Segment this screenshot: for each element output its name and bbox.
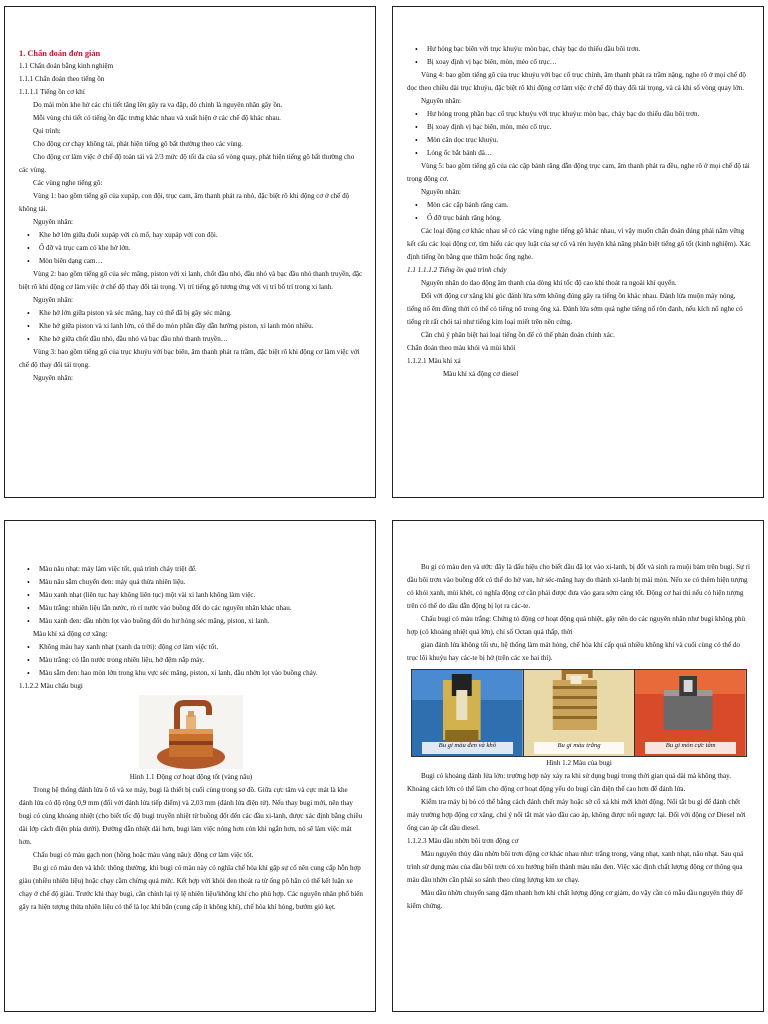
spark-plug-photo xyxy=(139,695,243,769)
list-item: • Màu trắng: nhiên liệu lẫn nước, rò rỉ nước vào buồng đốt do các nguyên nhân khác nhau. xyxy=(19,602,363,615)
list-item: • Mòn các cặp bánh răng cam. xyxy=(407,199,751,212)
list-item: • Không màu hay xanh nhạt (xanh da trời): động cơ làm việc tốt. xyxy=(19,641,363,654)
list-item: • Màu trắng: có lẫn nước trong nhiên liệu, hở đệm nắp máy. xyxy=(19,654,363,667)
spark-plug-black-dry-photo xyxy=(412,670,524,756)
bullet-list xyxy=(19,563,363,628)
image-label: Bu gi mòn cực tâm xyxy=(665,742,716,749)
document-page-1 xyxy=(4,6,376,498)
paragraph: Màu nguyên thủy dầu nhờn bôi trơn động cơ khác nhau như: trắng trong, vàng nhạt, xanh nhạt, nâu nhạt. Sau quá trình sử dụng màu của dầu bôi trơn có xu hướng biến thành màu nâu đen. Việc xác định chất lượng động cơ thông qua màu dầu nhờn cần phải so sánh theo cùng lượng km xe chạy. xyxy=(407,850,744,884)
spark-plug-worn-electrode-photo xyxy=(635,670,746,756)
paragraph: Nguyên nhân do dao động âm thanh của dòng khí tốc độ cao khí thoát ra ngoài khí quyển. xyxy=(421,279,677,287)
paragraph: Vùng 3: bao gồm tiếng gõ của trục khuỷu với bạc biên, âm thanh phát ra trầm, đặc biệt rõ khi động cơ làm việc với chế độ thay đổi tải trọng. xyxy=(19,348,360,369)
paragraph: Đối với động cơ xăng khi góc đánh lửa sớm không đúng gây ra tiếng ồn khác nhau. Đánh lửa muộn máy nóng, tiếng nổ êm đồng thời có thể có tiếng nổ trong ống xả. Đánh lửa sớm quá nghe tiếng nổ rõn đanh, nếu kích nổ nghe có tiếng rít rất chói tai như tiếng kim loại miết trên nền cứng. xyxy=(407,292,743,326)
paragraph: Các vùng nghe tiếng gõ: xyxy=(33,179,103,187)
paragraph: Nguyên nhân: xyxy=(33,374,73,382)
list-item: • Màu nâu sẫm chuyển đen: máy quá thừa nhiên liệu. xyxy=(19,576,363,589)
paragraph: Vùng 4: bao gồm tiếng gõ của trục khuỷu với bạc cổ trục chính, âm thanh phát ra trầm nặng, nghe rõ ở mọi chế độ dọc theo chiều dài trục khuỷu, đặc biệt rõ khi động cơ làm việc ở chế độ thay đổi tải trọng, và cả khi số vòng quay lớn. xyxy=(407,71,746,92)
list-item: • Hư hỏng trong phần bạc cổ trục khuỷu với trục khuỷu: mòn bạc, cháy bạc do thiếu dầu bôi trơn. xyxy=(407,108,751,121)
bullet-list xyxy=(19,307,363,346)
paragraph: Bu gi có màu đen và khô: thông thường, khi bugi có màu này có nghĩa chế hòa khí gặp sự cố nên cung cấp hỗn hợp giàu (nhiều nhiên liệu) hoặc chạy cầm chừng quá mức. Kết hợp với khói đen thoát ra từ ống pô hăn có thể kết luận xe chạy ở chế độ giàu. Trước khi thay bugi, cần chỉnh lại tỷ lệ nhiên liệu/không khí cho phù hợp. Các nguyên nhân phổ biến gây ra hiện tượng thừa nhiên liệu có thể là lọc khí bẩn (cung cấp ít không khí), chế hòa khí hỏng, bướm gió kẹt. xyxy=(19,864,363,911)
bullet-list xyxy=(19,641,363,680)
list-item: • Màu xanh nhạt (liên tục hay không liên tục) một vài xi lanh không làm việc. xyxy=(19,589,363,602)
paragraph: Nguyên nhân: xyxy=(33,296,73,304)
list-item: • Màu xanh đen: dầu nhờn lọt vào buồng đốt do hư hỏng séc măng, piston, xi lanh. xyxy=(19,615,363,628)
paragraph: Kiểm tra máy bị bó có thể bằng cách đánh chết máy hoặc sờ cổ xả khi mới khởi động. Nổi tắt bu gi để đánh chết máy trường hợp động cơ xăng, chú ý nổi tắt mát vào đầu cao áp, không được nối ngược lại. Đối với động cơ Diesel nới ống cao áp cắt dầu diesel. xyxy=(407,798,746,832)
paragraph: Cho động cơ chạy không tải, phát hiện tiếng gõ bất thường theo các vùng. xyxy=(33,140,243,148)
list-item: • Khe hở lớn giữa piston và séc măng, hay có thể đã bị gãy séc măng. xyxy=(19,307,363,320)
page-1-content xyxy=(19,47,363,385)
paragraph: gian đánh lửa không tối ưu, hệ thống làm mát hỏng, chế hòa khí cấp quá nhiều không khí và cuối cùng có thể do trục lõi khuỷu hay các-te bị hở (trên các xe hai thì). xyxy=(407,641,740,662)
bullet-list xyxy=(407,108,751,160)
list-item: • Màu nâu nhạt: máy làm việc tốt, quá trình cháy triệt để. xyxy=(19,563,363,576)
document-page-4 xyxy=(392,520,764,1012)
paragraph: Cho động cơ làm việc ở chế độ toàn tải và 2/3 mức độ tối đa của số vòng quay, phát hiện tiếng gõ bất thường cho các vùng. xyxy=(19,153,355,174)
subheading: 1.1 Chẩn đoán bằng kinh nghiệm xyxy=(19,62,114,70)
list-item: • Màu sẫm đen: hao mòn lớn trong khu vực séc măng, piston, xi lanh, dầu nhờn lọt vào buồng cháy. xyxy=(19,667,363,680)
subheading: Chẩn đoán theo màu khói và mùi khói xyxy=(407,344,516,352)
paragraph: Trong hệ thống đánh lửa ô tô và xe máy, bugi là thiết bị cuối cùng trong sơ đồ. Giữa cực tâm và cực mát là khe đánh lửa có độ rộng 0,9 mm (đối với đánh lửa tiếp điểm) và 2,03 mm (đánh lửa điện tử). Nếu thay bugi mới, nên thay bugi có cùng khoảng nhiệt (cho biết tốc độ bugi truyền nhiệt từ buồng đốt đến các đầu xi-lanh, được xác định bằng chiều dài lớp cách điện phía dưới). Đường dẫn nhiệt dài hơn, bugi làm việc nóng hơn còn khi ngắn hơn, nó sẽ làm việc mát hơn. xyxy=(19,786,363,846)
list-item: • Hư hỏng bạc biên với trục khuỷu: mòn bạc, cháy bạc do thiếu dầu bôi trơn. xyxy=(407,43,751,56)
page-3-content xyxy=(19,563,363,914)
paragraph: Do mài mòn khe hở các chi tiết tăng lên gây ra va đập, đó chính là nguyên nhân gây ồn. xyxy=(33,101,283,109)
subheading: 1.1.2.2 Màu chấu bugi xyxy=(19,682,83,690)
page-2-content xyxy=(407,43,751,381)
list-item: • Lỏng ốc bắt bánh đà… xyxy=(407,147,751,160)
figure-caption: Hình 1.1 Động cơ hoạt động tốt (vàng nâu) xyxy=(129,773,253,781)
list-item: • Khe hở giữa chốt đầu nhỏ, đầu nhỏ và bạc đầu nhỏ thanh truyền… xyxy=(19,333,363,346)
paragraph: Bugi có khoảng đánh lửa lớn: trường hợp này xảy ra khi sử dụng bugi trong thời gian quá dài mà không thay. Khoảng cách lớn có thể làm cho động cơ hoạt động yếu do bugi cần điện thế cao hơn để đánh lửa. xyxy=(407,772,731,793)
paragraph: Màu dầu nhờn chuyển sang đậm nhanh hơn khi chất lượng động cơ giảm, do vậy cần có mẫu dầu nguyên thủy để kiểm chứng. xyxy=(407,889,743,910)
paragraph: Chấu bugi có màu trắng: Chứng tỏ động cơ hoạt động quá nhiệt, gây nên do các nguyên nhân như bugi không phù hợp (có khoảng nhiệt quá lớn), chỉ số Octan quá thấp, thời xyxy=(407,615,746,636)
paragraph: Các loại động cơ khác nhau sẽ có các vùng nghe tiếng gõ khác nhau, vì vậy muốn chẩn đoán đúng phải nắm vững kết cấu các loại động cơ, tìm hiểu các quy luật của sự cố và rèn luyện khả năng phân biệt tiếng gõ tốt (kinh nghiệm). Xác định tiếng ồn bằng que thăm hoặc ống nghe. xyxy=(407,227,751,261)
list-item: • Mòn biên dạng cam… xyxy=(19,255,363,268)
bullet-list xyxy=(407,43,751,69)
paragraph: Màu khí xả động cơ xăng: xyxy=(33,630,108,638)
paragraph: Cần chú ý phân biệt hai loại tiếng ồn để có thể phán đoán chính xác. xyxy=(421,331,615,339)
document-page-2 xyxy=(392,6,764,498)
list-item: • Ổ đỡ trục bánh răng hỏng. xyxy=(407,212,751,225)
paragraph: Bu gi có màu đen và ướt: đây là dấu hiệu cho biết dầu đã lọt vào xi-lanh, bị đốt và sinh ra muội bám trên bugi. Sự rỉ dầu bôi trơn vào buồng đốt có thể do hở van, hở séc-măng hay do thành xi-lanh bị mài mòn. Nếu xe có thêm hiện tượng có khói xanh, mùi khét, có nghĩa động cơ cần phải được đưa vào gara sớm càng tốt. Động cơ hai thì nếu có hiện tượng trên có thể do dầu dẫn động bị lọt ra các-te. xyxy=(407,563,751,610)
bullet-list xyxy=(19,229,363,268)
figure-1-2 xyxy=(411,669,747,757)
bullet-list xyxy=(407,199,751,225)
list-item: • Ổ đỡ và trục cam có khe hở lớn. xyxy=(19,242,363,255)
image-label: Bu gi màu trắng xyxy=(557,742,601,749)
paragraph: Qui trình: xyxy=(33,127,61,135)
subheading: 1.1.1 Chẩn đoán theo tiếng ồn xyxy=(19,75,105,83)
section-heading: 1. Chẩn đoán đơn giản xyxy=(19,49,101,58)
figure-1-1 xyxy=(19,695,363,769)
paragraph: Vùng 2: bao gồm tiếng gõ của séc măng, piston với xi lanh, chốt đầu nhỏ, đầu nhỏ và bạc đầu nhỏ thanh truyền, đặc biệt rõ khi động cơ làm việc ở chế độ thay đổi tải trọng. Vị trí tiếng gõ tương ứng với vị trí bố trí trong xi lanh. xyxy=(19,270,363,291)
image-label: Bu gi màu đen và khô xyxy=(438,742,496,749)
subheading: 1.1.2.1 Màu khí xả xyxy=(407,357,461,365)
paragraph: Vùng 5: bao gồm tiếng gõ của các cặp bánh răng dẫn động trục cam, âm thanh phát ra đều, nghe rõ ở mọi chế độ tải trọng động cơ. xyxy=(407,162,750,183)
subheading: 1.1.1.1 Tiếng ồn cơ khí xyxy=(19,88,85,96)
page-4-content xyxy=(407,561,751,913)
paragraph: Vùng 1: bao gồm tiếng gõ của xupáp, con đội, trục cam, âm thanh phát ra nhỏ, đặc biệt rõ khi động cơ ở chế độ không tải. xyxy=(19,192,350,213)
spark-plug-white-photo xyxy=(524,670,636,756)
paragraph: Nguyên nhân: xyxy=(421,97,461,105)
paragraph: Nguyên nhân: xyxy=(33,218,73,226)
subheading: Màu khí xả động cơ diesel xyxy=(443,370,519,378)
list-item: • Khe hở lớn giữa đuôi xupáp với cò mổ, hay xupáp với con đội. xyxy=(19,229,363,242)
list-item: • Khe hở giữa piston và xi lanh lớn, có thể do mòn phần đầy dẫn hướng piston, xi lanh mòn nhiều. xyxy=(19,320,363,333)
subheading: 1.1.2.3 Màu dầu nhờn bôi trơn động cơ xyxy=(407,837,519,845)
paragraph: Mỗi vùng chi tiết có tiếng ồn đặc trưng khác nhau và xuất hiện ở các chế độ khác nhau. xyxy=(33,114,281,122)
list-item: • Bị xoay định vị bạc biên, mòn, méo cổ trục… xyxy=(407,56,751,69)
document-page-3 xyxy=(4,520,376,1012)
paragraph: Nguyên nhân: xyxy=(421,188,461,196)
subheading: 1.1 1.1.1.2 Tiếng ồn quá trình cháy xyxy=(407,266,507,274)
paragraph: Chấu bugi có màu gạch non (hồng hoặc màu vàng nâu): động cơ làm việc tốt. xyxy=(33,851,254,859)
list-item: • Mòn cân dọc trục khuỷu. xyxy=(407,134,751,147)
figure-caption: Hình 1.2 Màu của bugi xyxy=(546,759,612,767)
list-item: • Bị xoay định vị bạc biên, mòn, méo cổ trục. xyxy=(407,121,751,134)
